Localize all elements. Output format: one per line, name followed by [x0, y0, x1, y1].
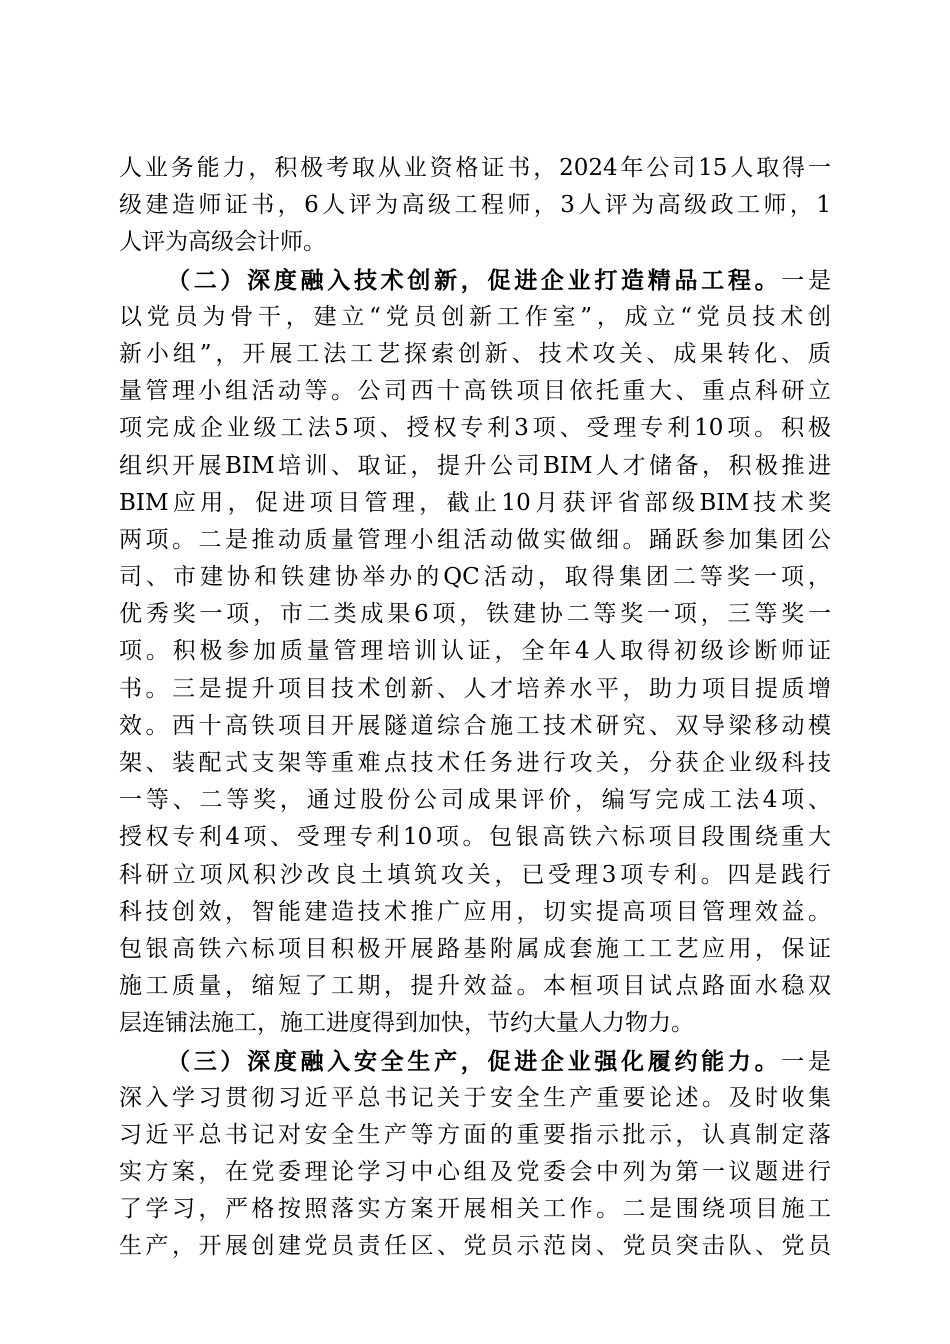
text-line: 新小组”，开展工法工艺探索创新、技术攻关、成果转化、质	[119, 340, 831, 367]
text-line: 习近平总书记对安全生产等方面的重要指示批示，认真制定落	[119, 1121, 831, 1148]
text-line: 包银高铁六标项目积极开展路基附属成套施工工艺应用，保证	[119, 935, 831, 962]
text-line: 层连铺法施工，施工进度得到加快，节约大量人力物力。	[119, 1010, 694, 1037]
text-line: 效。西十高铁项目开展隧道综合施工技术研究、双导梁移动模	[119, 712, 831, 739]
text-line: 生产，开展创建党员责任区、党员示范岗、党员突击队、党员	[119, 1233, 831, 1260]
text-line: 优秀奖一项，市二类成果6项，铁建协二等奖一项，三等奖一	[119, 601, 831, 628]
text-line: 书。三是提升项目技术创新、人才培养水平，助力项目提质增	[119, 675, 831, 702]
text-line: 架、装配式支架等重难点技术任务进行攻关，分获企业级科技	[119, 750, 831, 776]
text-line: 授权专利4项、受理专利10项。包银高铁六标项目段围绕重大	[119, 824, 831, 851]
text-line: 人评为高级会计师。	[119, 229, 326, 256]
text-line: 深入学习贯彻习近平总书记关于安全生产重要论述。及时收集	[119, 1084, 831, 1111]
section-heading-line	[119, 1043, 831, 1080]
text-line: 人业务能力，积极考取从业资格证书，2024年公司15人取得一	[119, 155, 831, 181]
text-line: 科技创效，智能建造技术推广应用，切实提高项目管理效益。	[119, 898, 831, 925]
text-line: 司、市建协和铁建协举办的QC活动，取得集团二等奖一项，	[119, 564, 831, 591]
text-line: 施工质量，缩短了工期，提升效益。本桓项目试点路面水稳双	[119, 973, 831, 1000]
section-heading-3: （三）深度融入安全生产，促进企业强化履约能力。	[167, 1047, 782, 1075]
text-line: 项。积极参加质量管理培训认证，全年4人取得初级诊断师证	[119, 638, 831, 665]
text-line: 科研立项风积沙改良土填筑攻关，已受理3项专利。四是践行	[119, 861, 831, 888]
text-line: 一等、二等奖，通过股份公司成果评价，编写完成工法4项、	[119, 787, 831, 814]
section-heading-2: （二）深度融入技术创新，促进企业打造精品工程。	[167, 266, 782, 294]
body-text	[119, 150, 831, 1266]
text-line: 实方案，在党委理论学习中心组及党委会中列为第一议题进行	[119, 1159, 831, 1186]
text-line-tail: 一是	[781, 267, 832, 294]
text-line: 量管理小组活动等。公司西十高铁项目依托重大、重点科研立	[119, 378, 831, 405]
text-line: 级建造师证书，6人评为高级工程师，3人评为高级政工师，1	[119, 192, 831, 219]
text-line: 项完成企业级工法5项、授权专利3项、受理专利10项。积极	[119, 415, 831, 442]
text-line: 了学习，严格按照落实方案开展相关工作。二是围绕项目施工	[119, 1196, 831, 1223]
text-line-tail: 一是	[781, 1048, 832, 1075]
text-line: 两项。二是推动质量管理小组活动做实做细。踊跃参加集团公	[119, 526, 831, 553]
text-line: 组织开展BIM培训、取证，提升公司BIM人才储备，积极推进	[119, 452, 831, 479]
section-heading-line	[119, 262, 831, 299]
text-line: 以党员为骨干，建立“党员创新工作室”，成立“党员技术创	[119, 303, 831, 330]
text-line: BIM应用，促进项目管理，截止10月获评省部级BIM技术奖	[119, 489, 831, 516]
